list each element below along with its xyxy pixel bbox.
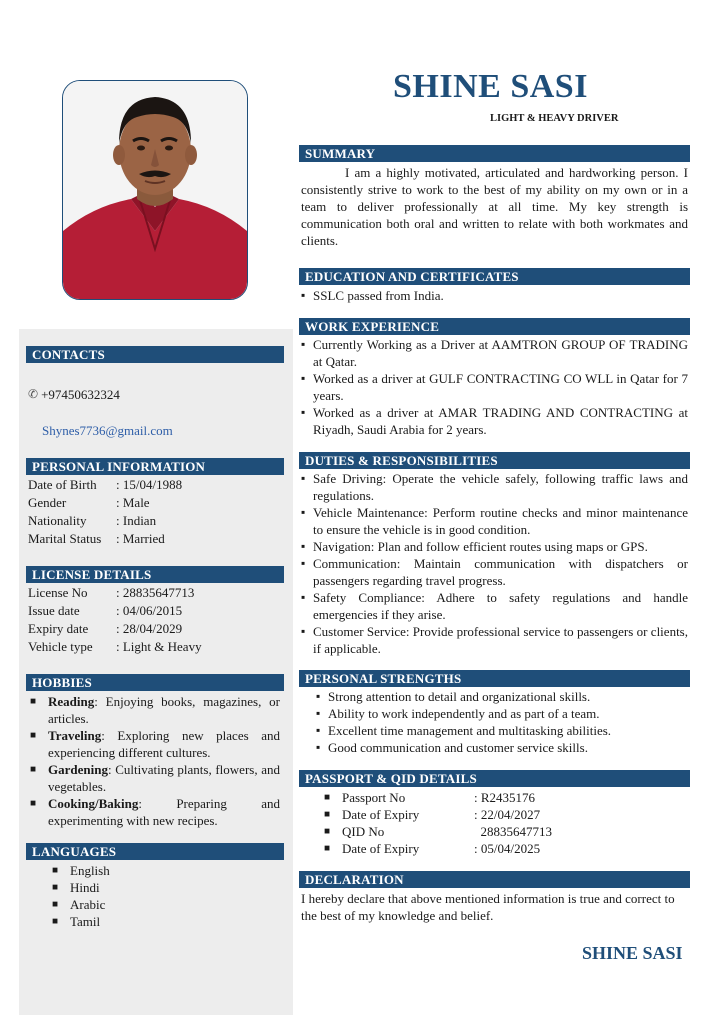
hobby-item: ■ Traveling: Exploring new places and experiencing different cultures. (30, 727, 280, 761)
email-link[interactable]: Shynes7736@gmail.com (42, 423, 173, 438)
declaration-heading: DECLARATION (299, 871, 690, 888)
summary-text: I am a highly motivated, articulated and hardworking person. I consistently strive to work to the best of my ability on my own or in a team to deliver professionally at all time. My key strength is communication both oral and written to relate with both workmates and clients. (301, 165, 688, 248)
passport-row: ■ Date of Expiry : 22/04/2027 (324, 806, 684, 823)
phone-row (28, 386, 120, 403)
license-list (28, 584, 278, 656)
license-row: License No : 28835647713 (28, 585, 195, 600)
passport-row: ■ Date of Expiry : 05/04/2025 (324, 840, 684, 857)
duty-item: ▪ Navigation: Plan and follow efficient routes using maps or GPS. (301, 538, 688, 555)
language-item: ■ English (52, 862, 252, 879)
duty-item: ▪ Customer Service: Provide professional service to passengers or clients, if applicable. (301, 623, 688, 657)
duties-list (301, 470, 688, 657)
language-item: ■ Tamil (52, 913, 252, 930)
license-row: Vehicle type : Light & Heavy (28, 639, 202, 654)
personal-row: Marital Status : Married (28, 531, 165, 546)
hobby-item: ■ Gardening: Cultivating plants, flowers, and vegetables. (30, 761, 280, 795)
hobby-item: ■ Cooking/Baking: Preparing and experimenting with new recipes. (30, 795, 280, 829)
work-item: ▪ Worked as a driver at AMAR TRADING AND CONTRACTING at Riyadh, Saudi Arabia for 2 years. (301, 404, 688, 438)
personal-row: Nationality : Indian (28, 513, 157, 528)
person-photo-icon (63, 81, 247, 299)
signature-name: SHINE SASI (582, 943, 683, 963)
strengths-heading: PERSONAL STRENGTHS (299, 670, 690, 687)
summary-heading: SUMMARY (299, 145, 690, 162)
work-experience-list (301, 336, 688, 438)
candidate-name: SHINE SASI (393, 68, 588, 105)
duty-item: ▪ Safe Driving: Operate the vehicle safely, following traffic laws and regulations. (301, 470, 688, 504)
education-heading: EDUCATION AND CERTIFICATES (299, 268, 690, 285)
hobby-item: ■ Reading: Enjoying books, magazines, or articles. (30, 693, 280, 727)
passport-list (324, 789, 684, 857)
duty-item: ▪ Vehicle Maintenance: Perform routine checks and minor maintenance to ensure the vehicle is in good condition. (301, 504, 688, 538)
work-item: ▪ Currently Working as a Driver at AAMTRON GROUP OF TRADING at Qatar. (301, 336, 688, 370)
language-item: ■ Hindi (52, 879, 252, 896)
passport-row: ■ Passport No : R2435176 (324, 789, 684, 806)
education-list (301, 287, 688, 304)
education-item: ▪ SSLC passed from India. (301, 287, 688, 304)
profile-photo (62, 80, 248, 300)
declaration-text: I hereby declare that above mentioned information is true and correct to the best of my knowledge and belief. (301, 891, 675, 923)
strengths-list (316, 688, 688, 756)
phone-number: +97450632324 (41, 387, 120, 402)
personal-info-list (28, 476, 278, 548)
language-item: ■ Arabic (52, 896, 252, 913)
passport-heading: PASSPORT & QID DETAILS (299, 770, 690, 787)
work-item: ▪ Worked as a driver at GULF CONTRACTING CO WLL in Qatar for 7 years. (301, 370, 688, 404)
hobbies-heading: HOBBIES (26, 674, 284, 691)
passport-row: ■ QID No 28835647713 (324, 823, 684, 840)
work-experience-heading: WORK EXPERIENCE (299, 318, 690, 335)
strength-item: ▪ Excellent time management and multitasking abilities. (316, 722, 688, 739)
job-title: LIGHT & HEAVY DRIVER (490, 113, 619, 124)
hobbies-list (30, 693, 280, 829)
phone-icon: ✆ (28, 387, 39, 401)
contacts-heading: CONTACTS (26, 346, 284, 363)
personal-row: Gender : Male (28, 495, 150, 510)
duty-item: ▪ Safety Compliance: Adhere to safety regulations and handle emergencies if they arise. (301, 589, 688, 623)
languages-heading: LANGUAGES (26, 843, 284, 860)
strength-item: ▪ Strong attention to detail and organizational skills. (316, 688, 688, 705)
duty-item: ▪ Communication: Maintain communication with dispatchers or passengers regarding travel progress. (301, 555, 688, 589)
strength-item: ▪ Good communication and customer service skills. (316, 739, 688, 756)
license-heading: LICENSE DETAILS (26, 566, 284, 583)
personal-row: Date of Birth : 15/04/1988 (28, 477, 183, 492)
duties-heading: DUTIES & RESPONSIBILITIES (299, 452, 690, 469)
strength-item: ▪ Ability to work independently and as part of a team. (316, 705, 688, 722)
personal-info-heading: PERSONAL INFORMATION (26, 458, 284, 475)
license-row: Issue date : 04/06/2015 (28, 603, 183, 618)
license-row: Expiry date : 28/04/2029 (28, 621, 183, 636)
languages-list (52, 862, 252, 930)
